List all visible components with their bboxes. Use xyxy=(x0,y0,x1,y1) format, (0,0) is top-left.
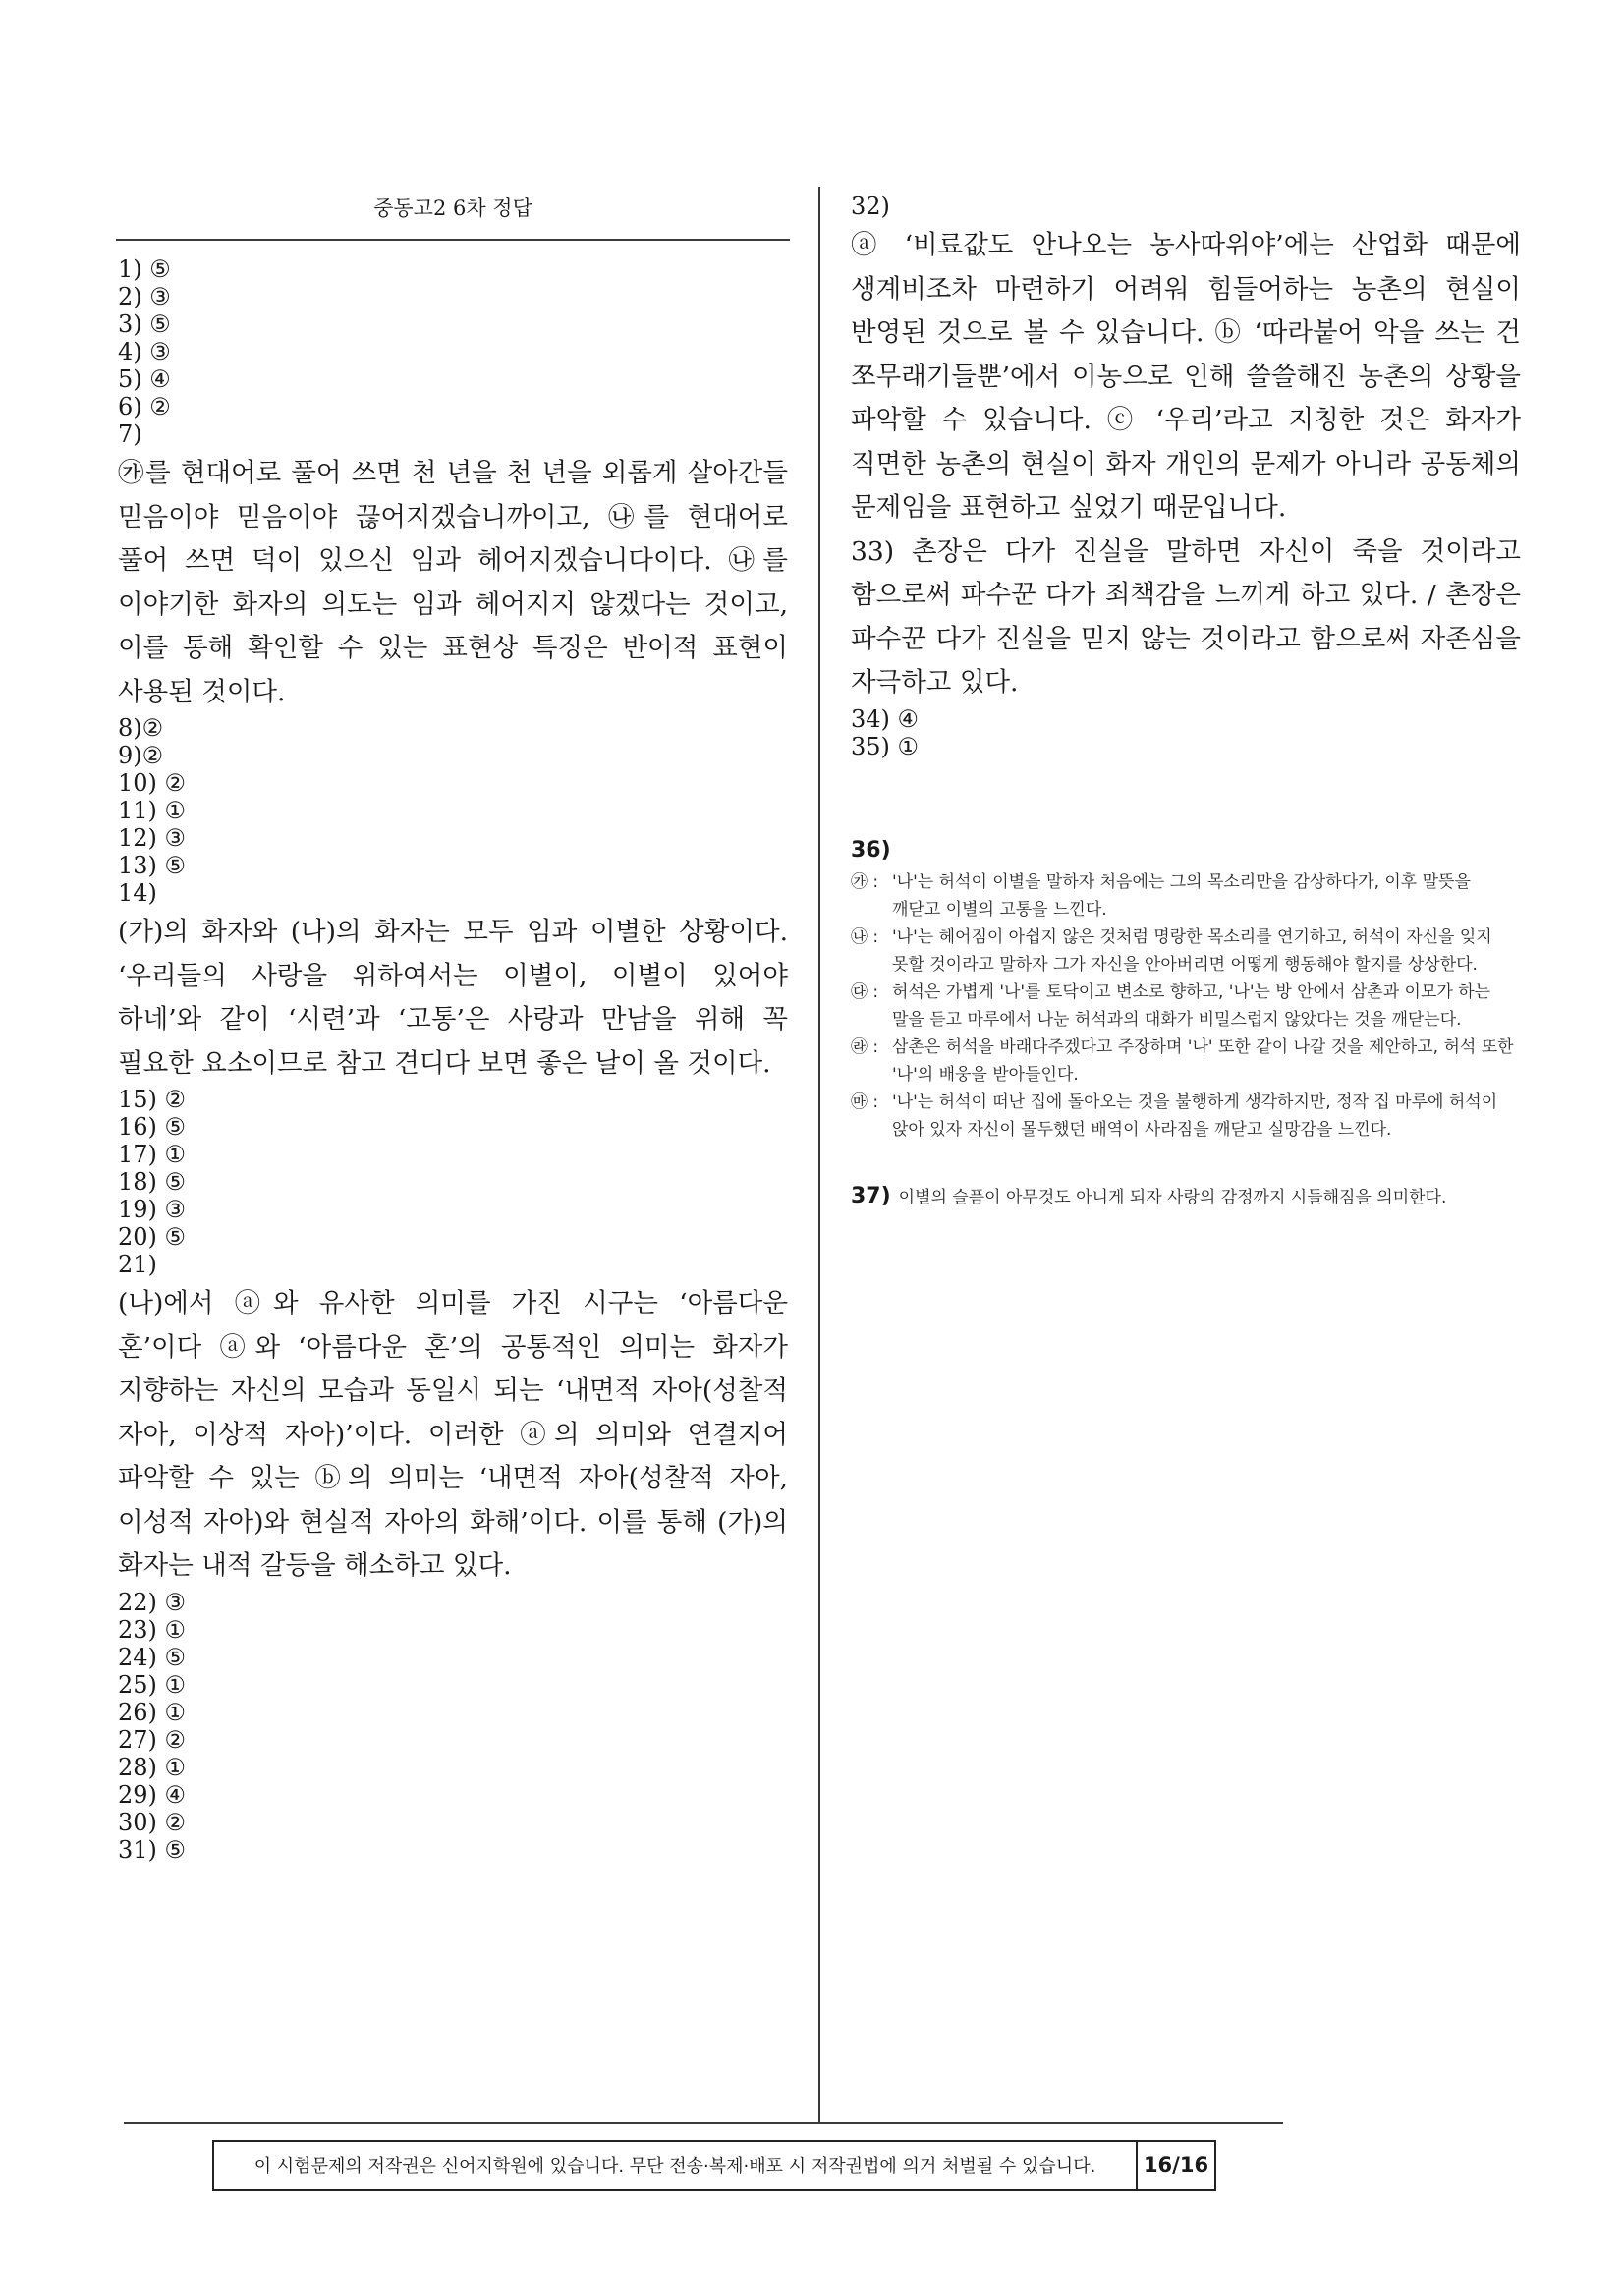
choice-text: 삼촌은 허석을 바래다주겠다고 주장하며 '나' 또한 같이 나갈 것을 제안하고, 허석 또한 '나'의 배웅을 받아들인다. xyxy=(892,1036,1514,1085)
choice-marker: ㉲ : xyxy=(851,1092,879,1112)
page-number: 16/16 xyxy=(1136,2142,1214,2189)
answer-32-explanation: ⓐ ‘비료값도 안나오는 농사따위야’에는 산업화 때문에 생계비조차 마련하기 어려워 힘들어하는 농촌의 현실이 반영된 것으로 볼 수 있습니다. ⓑ ‘따라붙어 악을 쓰는 건 쪼무래기들뿐’에서 이농으로 인해 쓸쓸해진 농촌의 상황을 파악할 수 있습니다. ⓒ ‘우리’라고 지칭한 것은 화자가 직면한 농촌의 현실이 화자 개인의 문제가 아니라 공동체의 문제임을 표현하고 싶었기 때문입니다. xyxy=(851,230,1521,523)
choice-marker: ㉮ : xyxy=(851,871,879,892)
answer-13: 13) ⑤ xyxy=(118,852,187,879)
answer-21-explanation: (나)에서 ⓐ와 유사한 의미를 가진 시구는 ‘아름다운 혼’이다 ⓐ와 ‘아름다운 혼’의 공통적인 의미는 화자가 지향하는 자신의 모습과 동일시 되는 ‘내면적 자아(성찰적 자아, 이상적 자아)’이다. 이러한 ⓐ의 의미와 연결지어 파악할 수 있는 ⓑ의 의미는 ‘내면적 자아(성찰적 자아, 이성적 자아)와 현실적 자아의 화해’이다. 이를 통해 (가)의 화자는 내적 갈등을 해소하고 있다. xyxy=(118,1288,788,1581)
answer-7: 7) xyxy=(118,420,142,448)
copyright-footer xyxy=(212,2140,1216,2191)
answer-18: 18) ⑤ xyxy=(118,1168,187,1196)
answer-6: 6) ② xyxy=(118,393,171,420)
answer-31: 31) ⑤ xyxy=(118,1835,187,1864)
question-36-choice-3 xyxy=(851,979,1521,1034)
answer-14-explanation: (가)의 화자와 (나)의 화자는 모두 임과 이별한 상황이다. ‘우리들의 사랑을 위하여서는 이별이, 이별이 있어야 하네’와 같이 ‘시련’과 ‘고통’은 사랑과 만남을 위해 꼭 필요한 요소이므로 참고 견디다 보면 좋은 날이 올 것이다. xyxy=(118,917,788,1079)
answer-24: 24) ⑤ xyxy=(118,1643,187,1671)
answer-17: 17) ① xyxy=(118,1141,187,1168)
answer-9: 9)② xyxy=(118,742,164,769)
question-36-choice-4 xyxy=(851,1034,1521,1089)
answer-10: 10) ② xyxy=(118,769,187,797)
column-divider xyxy=(818,187,820,2122)
answer-29: 29) ④ xyxy=(118,1780,187,1809)
answer-21: 21) xyxy=(118,1251,157,1278)
answer-12: 12) ③ xyxy=(118,824,187,852)
answer-28: 28) ① xyxy=(118,1753,187,1781)
answer-20: 20) ⑤ xyxy=(118,1223,187,1251)
answer-32: 32) xyxy=(851,193,890,220)
question-36 xyxy=(851,837,1521,1144)
answer-3: 3) ⑤ xyxy=(118,310,171,338)
copyright-notice: 이 시험문제의 저작권은 신어지학원에 있습니다. 무단 전송·복제·배포 시 저작권법에 의거 처벌될 수 있습니다. xyxy=(253,2156,1096,2177)
choice-marker: ㉰ : xyxy=(851,981,879,1002)
answer-4: 4) ③ xyxy=(118,338,171,365)
left-column xyxy=(118,255,788,1864)
answer-35: 35) ① xyxy=(851,732,920,760)
choice-text: '나'는 헤어짐이 아쉽지 않은 것처럼 명랑한 목소리를 연기하고, 허석이 자신을 잊지 못할 것이라고 말하자 그가 자신을 안아버리면 어떻게 행동해야 할지를 상상한다. xyxy=(892,926,1492,975)
answer-25: 25) ① xyxy=(118,1670,187,1699)
right-column xyxy=(851,193,1521,1211)
choice-text: 허석은 가볍게 '나'를 토닥이고 변소로 향하고, '나'는 방 안에서 삼촌과 이모가 하는 말을 듣고 마루에서 나눈 허석과의 대화가 비밀스럽지 않았다는 것을 깨닫는다. xyxy=(892,981,1491,1030)
answer-23: 23) ① xyxy=(118,1615,187,1644)
answer-5: 5) ④ xyxy=(118,365,171,393)
answer-1: 1) ⑤ xyxy=(118,255,171,283)
question-36-choice-2 xyxy=(851,924,1521,979)
footer-divider xyxy=(124,2122,1283,2124)
choice-text: '나'는 허석이 이별을 말하자 처음에는 그의 목소리만을 감상하다가, 이후 말뜻을 깨닫고 이별의 고통을 느낀다. xyxy=(892,871,1471,920)
question-36-choice-5 xyxy=(851,1089,1521,1144)
choice-marker: ㉯ : xyxy=(851,926,879,947)
answer-11: 11) ① xyxy=(118,797,187,824)
answer-7-explanation: ㉮를 현대어로 풀어 쓰면 천 년을 천 년을 외롭게 살아간들 믿음이야 믿음이야 끊어지겠습니까이고, ㉯를 현대어로 풀어 쓰면 덕이 있으신 임과 헤어지겠습니다이다. ㉯를 이야기한 화자의 의도는 임과 헤어지지 않겠다는 것이고, 이를 통해 확인할 수 있는 표현상 특징은 반어적 표현이 사용된 것이다. xyxy=(118,458,788,707)
answer-22: 22) ③ xyxy=(118,1588,187,1616)
question-37-label: 37) xyxy=(851,1183,891,1208)
page-title: 중동고2 6차 정답 xyxy=(373,196,532,220)
answer-27: 27) ② xyxy=(118,1725,187,1754)
question-36-choice-1 xyxy=(851,868,1521,924)
answer-14: 14) xyxy=(118,879,157,907)
answer-34: 34) ④ xyxy=(851,704,920,733)
question-37 xyxy=(851,1183,1521,1211)
choice-marker: ㉱ : xyxy=(851,1036,879,1057)
answer-15: 15) ② xyxy=(118,1086,187,1113)
choice-text: '나'는 허석이 떠난 집에 돌아오는 것을 불행하게 생각하지만, 정작 집 마루에 허석이 앉아 있자 자신이 몰두했던 배역이 사라짐을 깨닫고 실망감을 느낀다. xyxy=(892,1092,1498,1140)
answer-16: 16) ⑤ xyxy=(118,1113,187,1141)
question-37-text: 이별의 슬픔이 아무것도 아니게 되자 사랑의 감정까지 시들해짐을 의미한다. xyxy=(898,1187,1447,1207)
question-36-label: 36) xyxy=(851,837,891,863)
answer-2: 2) ③ xyxy=(118,283,171,310)
answer-8: 8)② xyxy=(118,714,164,742)
answer-30: 30) ② xyxy=(118,1808,187,1836)
header-divider xyxy=(116,239,790,241)
answer-19: 19) ③ xyxy=(118,1196,187,1223)
answer-33-explanation: 33) 촌장은 다가 진실을 말하면 자신이 죽을 것이라고 함으로써 파수꾼 다가 죄책감을 느끼게 하고 있다. / 촌장은 파수꾼 다가 진실을 믿지 않는 것이라고 함으로써 자존심을 자극하고 있다. xyxy=(851,535,1521,698)
answer-26: 26) ① xyxy=(118,1698,187,1726)
